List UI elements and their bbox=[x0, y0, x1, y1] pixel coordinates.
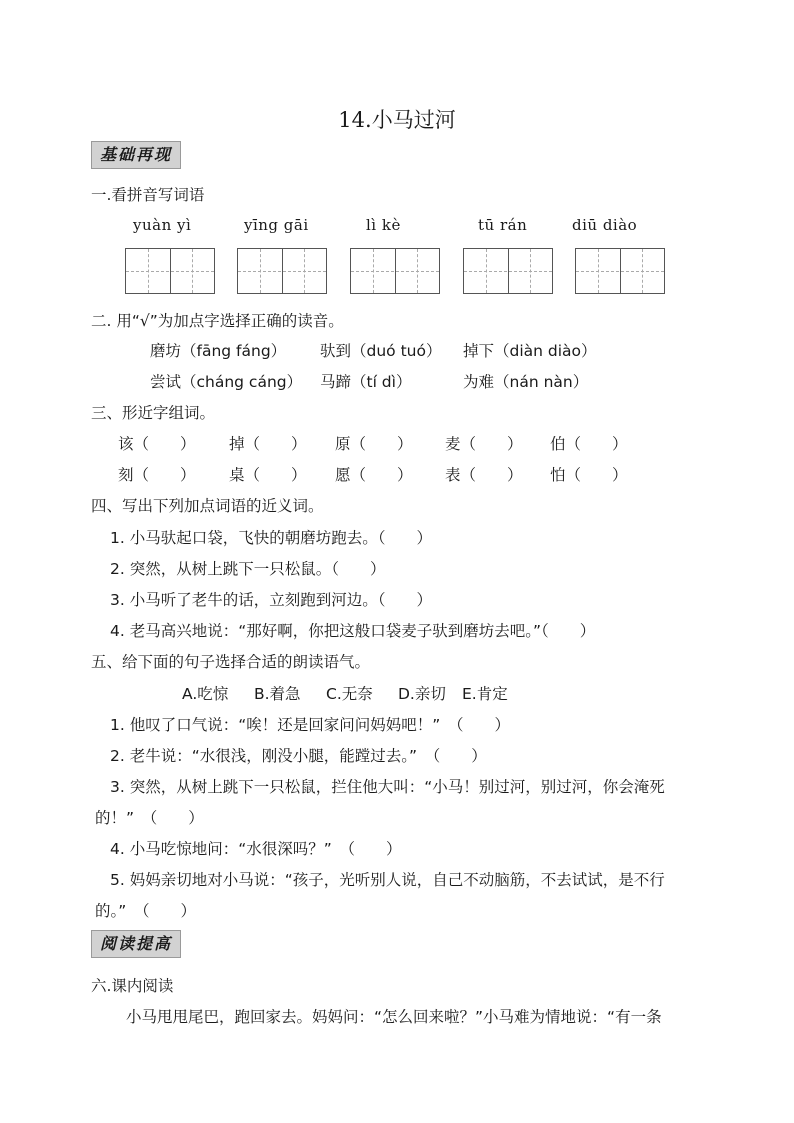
pinyin-4: tū rán bbox=[478, 216, 528, 234]
q5-heading: 五、给下面的句子选择合适的朗读语气。 bbox=[91, 653, 371, 671]
q5-item: 5. 妈妈亲切地对小马说：“孩子，光听别人说，自己不动脑筋，不去试试，是不行 bbox=[110, 871, 665, 889]
q5-item: 3. 突然，从树上跳下一只松鼠，拦住他大叫：“小马！别过河，别过河，你会淹死 bbox=[110, 778, 665, 796]
q3-item: 伯（ ） bbox=[550, 435, 628, 453]
q4-item: 1. 小马驮起口袋，飞快的朝磨坊跑去。（ ） bbox=[110, 529, 432, 547]
section-banner-basic: 基础再现 bbox=[91, 141, 181, 169]
q2-item: 尝试（cháng cáng） bbox=[150, 373, 303, 391]
q4-heading: 四、写出下列加点词语的近义词。 bbox=[91, 497, 324, 515]
q2-item: 马蹄（tí dì） bbox=[320, 373, 412, 391]
q5-option: C.无奈 bbox=[326, 685, 373, 703]
q3-heading: 三、形近字组词。 bbox=[91, 404, 216, 422]
writing-grid[interactable] bbox=[575, 248, 665, 294]
page-title: 14.小马过河 bbox=[338, 108, 456, 132]
q6-heading: 六.课内阅读 bbox=[91, 977, 174, 995]
reading-passage: 小马甩甩尾巴，跑回家去。妈妈问：“怎么回来啦？”小马难为情地说：“有一条 bbox=[126, 1008, 662, 1026]
section-banner-reading: 阅读提高 bbox=[91, 930, 181, 958]
q3-item: 愿（ ） bbox=[335, 466, 413, 484]
q5-option: A.吃惊 bbox=[182, 685, 229, 703]
q5-item-continued: 的。” （ ） bbox=[95, 902, 197, 920]
pinyin-2: yīng gāi bbox=[244, 216, 309, 234]
q4-item: 3. 小马听了老牛的话，立刻跑到河边。（ ） bbox=[110, 591, 432, 609]
q3-item: 桌（ ） bbox=[229, 466, 307, 484]
q4-item: 4. 老马高兴地说：“那好啊，你把这般口袋麦子驮到磨坊去吧。”（ ） bbox=[110, 622, 596, 640]
q3-item: 表（ ） bbox=[445, 466, 523, 484]
q5-option: E.肯定 bbox=[462, 685, 508, 703]
q4-item: 2. 突然，从树上跳下一只松鼠。（ ） bbox=[110, 560, 386, 578]
q5-item: 1. 他叹了口气说：“唉！还是回家问问妈妈吧！” （ ） bbox=[110, 716, 511, 734]
q2-item: 掉下（diàn diào） bbox=[463, 342, 597, 360]
q3-item: 该（ ） bbox=[118, 435, 196, 453]
q3-item: 刻（ ） bbox=[118, 466, 196, 484]
q3-item: 原（ ） bbox=[335, 435, 413, 453]
pinyin-3: lì kè bbox=[366, 216, 401, 234]
q1-heading: 一.看拼音写词语 bbox=[91, 186, 205, 204]
q5-item: 2. 老牛说：“水很浅，刚没小腿，能蹚过去。” （ ） bbox=[110, 747, 487, 765]
q2-item: 磨坊（fāng fáng） bbox=[150, 342, 287, 360]
writing-grid[interactable] bbox=[463, 248, 553, 294]
writing-grid[interactable] bbox=[350, 248, 440, 294]
q2-item: 驮到（duó tuó） bbox=[320, 342, 442, 360]
pinyin-5: diū diào bbox=[572, 216, 638, 234]
pinyin-1: yuàn yì bbox=[133, 216, 192, 234]
q5-item-continued: 的！” （ ） bbox=[95, 809, 204, 827]
q2-heading: 二. 用“√”为加点字选择正确的读音。 bbox=[91, 312, 344, 330]
q5-option: D.亲切 bbox=[398, 685, 446, 703]
writing-grid[interactable] bbox=[237, 248, 327, 294]
writing-grid[interactable] bbox=[125, 248, 215, 294]
q5-option: B.着急 bbox=[254, 685, 301, 703]
q3-item: 怕（ ） bbox=[550, 466, 628, 484]
q2-item: 为难（nán nàn） bbox=[463, 373, 589, 391]
q3-item: 掉（ ） bbox=[229, 435, 307, 453]
q3-item: 麦（ ） bbox=[445, 435, 523, 453]
q5-item: 4. 小马吃惊地问：“水很深吗？” （ ） bbox=[110, 840, 402, 858]
